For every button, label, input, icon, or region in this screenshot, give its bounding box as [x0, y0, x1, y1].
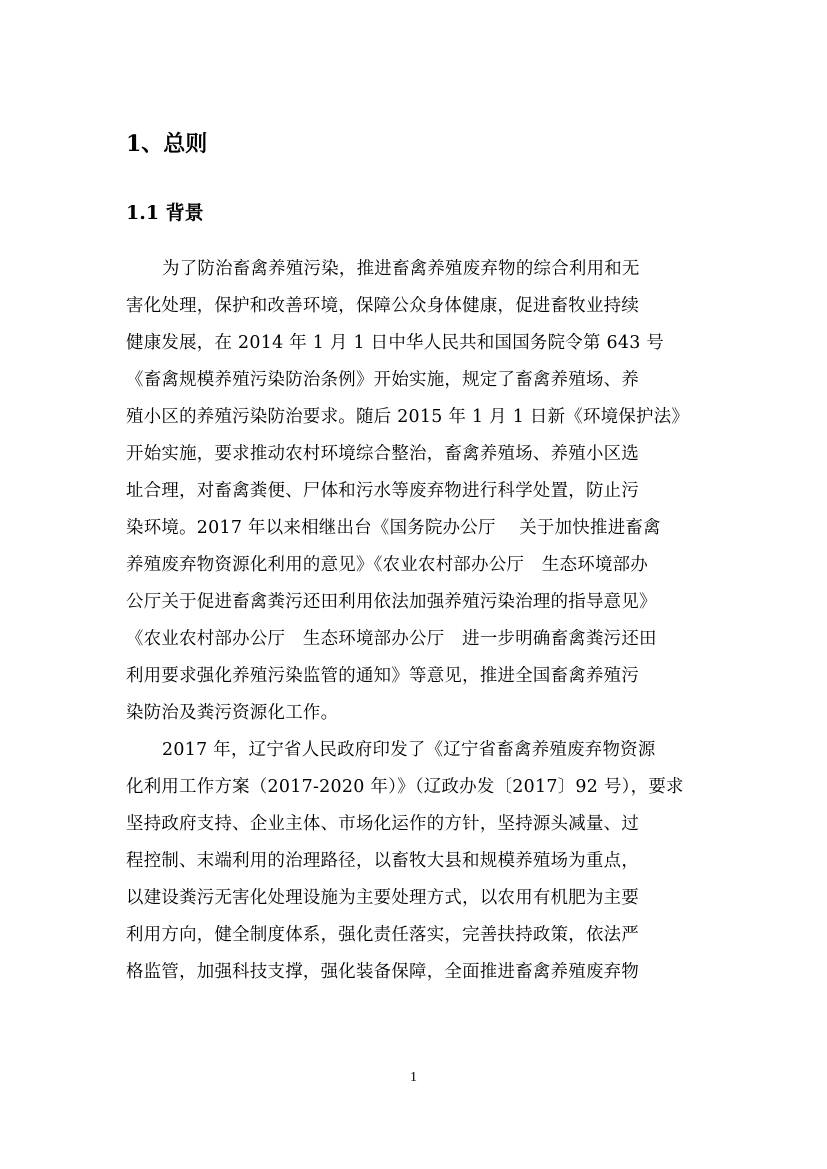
- paragraph-line: 《农业农村部办公厅 生态环境部办公厅 进一步明确畜禽粪污还田: [126, 629, 657, 649]
- paragraph-line: 格监管，加强科技支撑，强化装备保障，全面推进畜禽养殖废弃物: [126, 962, 640, 982]
- paragraph-line: 健康发展，在 2014 年 1 月 1 日中华人民共和国国务院令第 643 号: [126, 333, 665, 353]
- paragraph-line: 以建设粪污无害化处理设施为主要处理方式，以农用有机肥为主要: [126, 888, 640, 908]
- paragraph-line: 程控制、末端利用的治理路径，以畜牧大县和规模养殖场为重点，: [126, 851, 640, 871]
- paragraph-line: 公厅关于促进畜禽粪污还田利用依法加强养殖污染治理的指导意见》: [126, 592, 657, 612]
- paragraph-line: 利用要求强化养殖污染监管的通知》等意见，推进全国畜禽养殖污: [126, 666, 640, 686]
- page-number: 1: [410, 1070, 417, 1085]
- paragraph-line: 2017 年，辽宁省人民政府印发了《辽宁省畜禽养殖废弃物资源: [162, 740, 656, 760]
- paragraph-line: 染防治及粪污资源化工作。: [126, 703, 339, 723]
- paragraph-line: 为了防治畜禽养殖污染，推进畜禽养殖废弃物的综合利用和无: [162, 259, 640, 279]
- paragraph-line: 养殖废弃物资源化利用的意见》《农业农村部办公厅 生态环境部办: [126, 555, 649, 575]
- paragraph-line: 染环境。2017 年以来相继出台《国务院办公厅 关于加快推进畜禽: [126, 518, 661, 538]
- paragraph-line: 《畜禽规模养殖污染防治条例》开始实施，规定了畜禽养殖场、养: [126, 370, 640, 390]
- section-heading-general: 1、总则: [126, 131, 208, 157]
- subsection-heading-background: 1.1 背景: [126, 202, 204, 224]
- paragraph-line: 址合理，对畜禽粪便、尸体和污水等废弃物进行科学处置，防止污: [126, 481, 640, 501]
- paragraph-line: 坚持政府支持、企业主体、市场化运作的方针，坚持源头减量、过: [126, 814, 640, 834]
- paragraph-line: 殖小区的养殖污染防治要求。随后 2015 年 1 月 1 日新《环境保护法》: [126, 407, 690, 427]
- paragraph-line: 开始实施，要求推动农村环境综合整治，畜禽养殖场、养殖小区选: [126, 444, 640, 464]
- paragraph-line: 化利用工作方案（2017-2020 年）》（辽政办发〔2017〕92 号），要求: [126, 777, 684, 797]
- paragraph-line: 利用方向，健全制度体系，强化责任落实，完善扶持政策，依法严: [126, 925, 640, 945]
- paragraph-line: 害化处理，保护和改善环境，保障公众身体健康，促进畜牧业持续: [126, 296, 640, 316]
